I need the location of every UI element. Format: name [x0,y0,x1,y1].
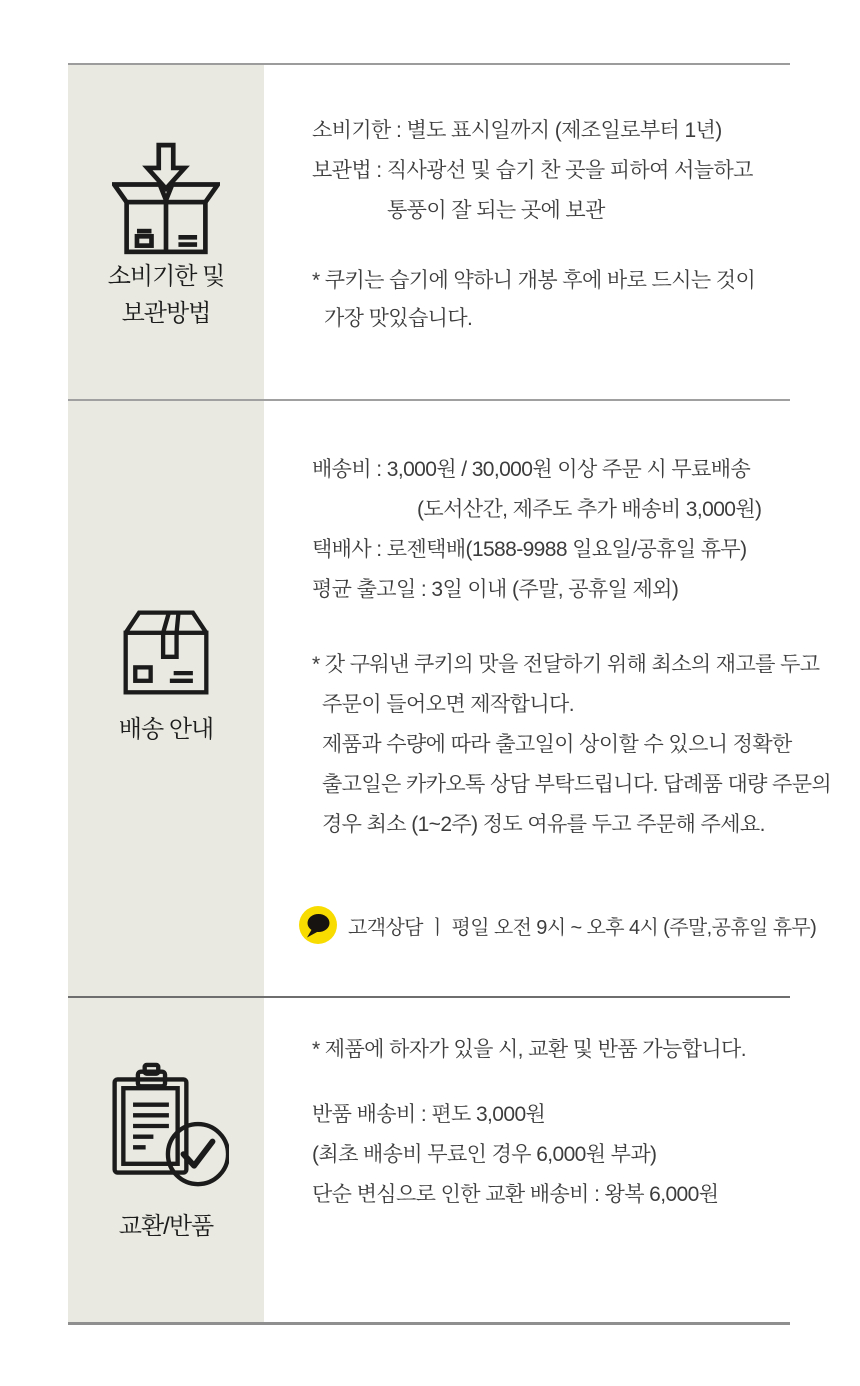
section-exchange-label [68,1208,264,1245]
shipping-note-text [312,645,831,845]
section-storage-label-line2: 보관방법 [121,300,211,327]
return-fee-line: 반품 배송비 : 편도 3,000원 [312,1103,546,1126]
cookie-humidity-note-line2: 가장 맛있습니다. [324,307,473,330]
storage-note-text [312,262,755,338]
divider-section-2 [68,996,790,998]
shipping-note-line2: 주문이 들어오면 제작합니다. [322,693,574,716]
storage-method-line-2: 통풍이 잘 되는 곳에 보관 [387,199,605,222]
exchange-note-text [312,1030,746,1070]
customer-support-hours: 고객상담 ㅣ 평일 오전 9시 ~ 오후 4시 (주말,공휴일 휴무) [348,916,817,939]
section-storage-label-line1: 소비기한 및 [107,263,225,290]
shipping-note-line4: 출고일은 카카오톡 상담 부탁드립니다. 답례품 대량 주문의 [322,773,832,796]
exchange-info-text [312,1095,718,1215]
shipping-box-icon [118,604,214,700]
shipping-note-line1: * 갓 구워낸 쿠키의 맛을 전달하기 위해 최소의 재고를 두고 [312,653,820,676]
consumption-period-line: 소비기한 : 별도 표시일까지 (제조일로부터 1년) [312,119,722,142]
divider-section-1 [68,399,790,401]
shipping-note-line3: 제품과 수량에 따라 출고일이 상이할 수 있으니 정확한 [322,733,792,756]
cookie-humidity-note-line1: * 쿠키는 습기에 약하니 개봉 후에 바로 드시는 것이 [312,269,756,292]
shipping-note-line5: 경우 최소 (1~2주) 정도 여유를 두고 주문해 주세요. [322,813,765,836]
box-receive-icon [112,142,220,256]
customer-support-row [299,905,816,945]
divider-bottom [68,1322,790,1325]
section-shipping-label [68,711,264,748]
storage-info-text [312,111,753,231]
courier-line: 택배사 : 로젠택배(1588-9988 일요일/공휴일 휴무) [312,538,747,561]
kakaotalk-icon [299,906,337,944]
storage-method-line: 보관법 : 직사광선 및 습기 찬 곳을 피하여 서늘하고 [312,159,753,182]
shipping-fee-line: 배송비 : 3,000원 / 30,000원 이상 주문 시 무료배송 [312,458,751,481]
clipboard-check-icon [103,1062,229,1190]
section-shipping-label-text: 배송 안내 [118,716,214,743]
shipping-fee-extra-line: (도서산간, 제주도 추가 배송비 3,000원) [417,498,762,521]
dispatch-time-line: 평균 출고일 : 3일 이내 (주말, 공휴일 제외) [312,578,679,601]
section-storage-label [68,258,264,332]
section-exchange-label-text: 교환/반품 [118,1213,214,1240]
divider-top [68,63,790,65]
return-fee-extra-line: (최초 배송비 무료인 경우 6,000원 부과) [312,1143,657,1166]
shipping-info-text [312,450,761,610]
change-of-mind-fee-line: 단순 변심으로 인한 교환 배송비 : 왕복 6,000원 [312,1183,719,1206]
defect-exchange-note: * 제품에 하자가 있을 시, 교환 및 반품 가능합니다. [312,1038,746,1061]
